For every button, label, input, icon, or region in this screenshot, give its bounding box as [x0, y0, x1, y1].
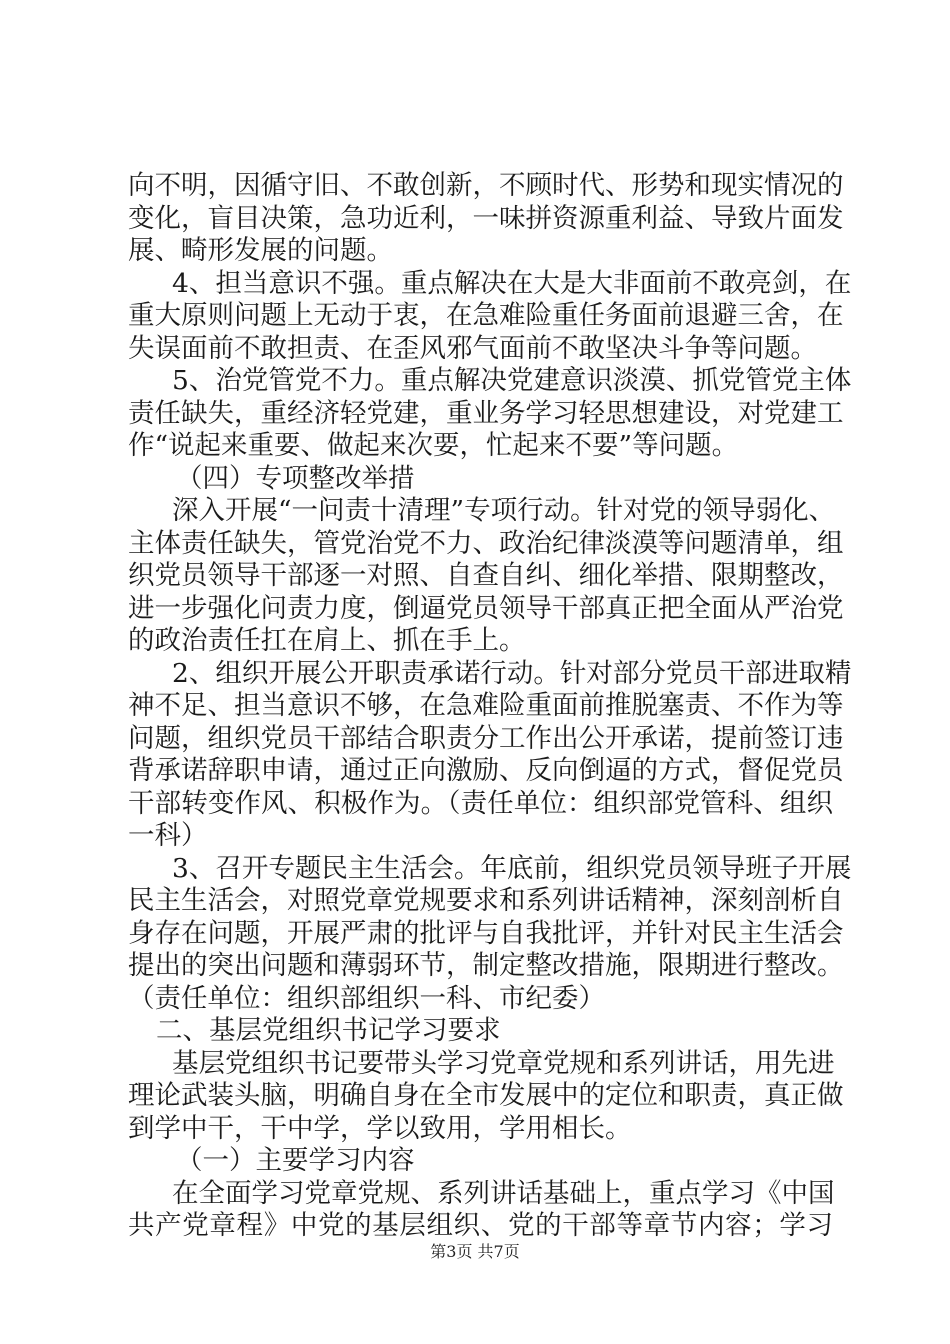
text-line: 身存在问题，开展严肃的批评与自我批评，并针对民主生活会 [128, 917, 844, 949]
text-line: 主体责任缺失，管党治党不力、政治纪律淡漠等问题清单，组 [128, 527, 844, 559]
text-line: 失误面前不敢担责、在歪风邪气面前不敢坚决斗争等问题。 [128, 332, 817, 364]
text-line: 5、治党管党不力。重点解决党建意识淡漠、抓党管党主体 [172, 365, 852, 396]
text-line: 提出的突出问题和薄弱环节，制定整改措施，限期进行整改。 [128, 950, 844, 981]
text-line: 理论武装头脑，明确自身在全市发展中的定位和职责，真正做 [128, 1080, 844, 1111]
text-line: 基层党组织书记要带头学习党章党规和系列讲话，用先进 [172, 1047, 835, 1079]
text-line: 到学中干，干中学，学以致用，学用相长。 [128, 1112, 632, 1144]
text-line: 神不足、担当意识不够，在急难险重面前推脱塞责、不作为等 [128, 690, 844, 721]
text-line: 作“说起来重要、做起来次要，忙起来不要”等问题。 [128, 430, 739, 461]
text-line: 进一步强化问责力度，倒逼党员领导干部真正把全面从严治党 [128, 592, 844, 624]
text-line: 3、召开专题民主生活会。年底前，组织党员领导班子开展 [172, 852, 852, 884]
page-number-footer: 第3页 共7页 [430, 1242, 520, 1261]
text-line: 重大原则问题上无动于衷，在急难险重任务面前退避三舍，在 [128, 300, 844, 331]
section-heading: （四）专项整改举措 [176, 462, 415, 494]
text-line: 变化，盲目决策，急功近利，一味拼资源重利益、导致片面发 [128, 202, 844, 234]
text-line: 4、担当意识不强。重点解决在大是大非面前不敢亮剑，在 [172, 267, 852, 299]
text-line: 展、畸形发展的问题。 [128, 235, 393, 266]
text-line: 共产党章程》中党的基层组织、党的干部等章节内容；学习 [128, 1210, 833, 1241]
text-line: 一科） [128, 820, 208, 851]
text-line: 的政治责任扛在肩上、抓在手上。 [128, 625, 526, 656]
text-line: 深入开展“一问责十清理”专项行动。针对党的领导弱化、 [172, 495, 836, 526]
text-line: 2、组织开展公开职责承诺行动。针对部分党员干部进取精 [172, 657, 852, 689]
text-line: 问题，组织党员干部结合职责分工作出公开承诺，提前签订违 [128, 722, 844, 754]
document-body [128, 170, 852, 1243]
section-heading: 二、基层党组织书记学习要求 [156, 1015, 501, 1046]
text-line: 在全面学习党章党规、系列讲话基础上，重点学习《中国 [172, 1177, 835, 1209]
text-line: 责任缺失，重经济轻党建，重业务学习轻思想建设，对党建工 [128, 397, 844, 429]
text-line: （责任单位：组织部组织一科、市纪委） [128, 982, 605, 1014]
text-line: 向不明，因循守旧、不敢创新，不顾时代、形势和现实情况的 [128, 170, 844, 201]
section-heading: （一）主要学习内容 [176, 1145, 415, 1176]
text-line: 织党员领导干部逐一对照、自查自纠、细化举措、限期整改， [128, 560, 844, 591]
text-line: 背承诺辞职申请，通过正向激励、反向倒逼的方式，督促党员 [128, 755, 844, 786]
text-line: 民主生活会，对照党章党规要求和系列讲话精神，深刻剖析自 [128, 885, 844, 916]
text-line: 干部转变作风、积极作为。（责任单位：组织部党管科、组织 [128, 787, 833, 819]
